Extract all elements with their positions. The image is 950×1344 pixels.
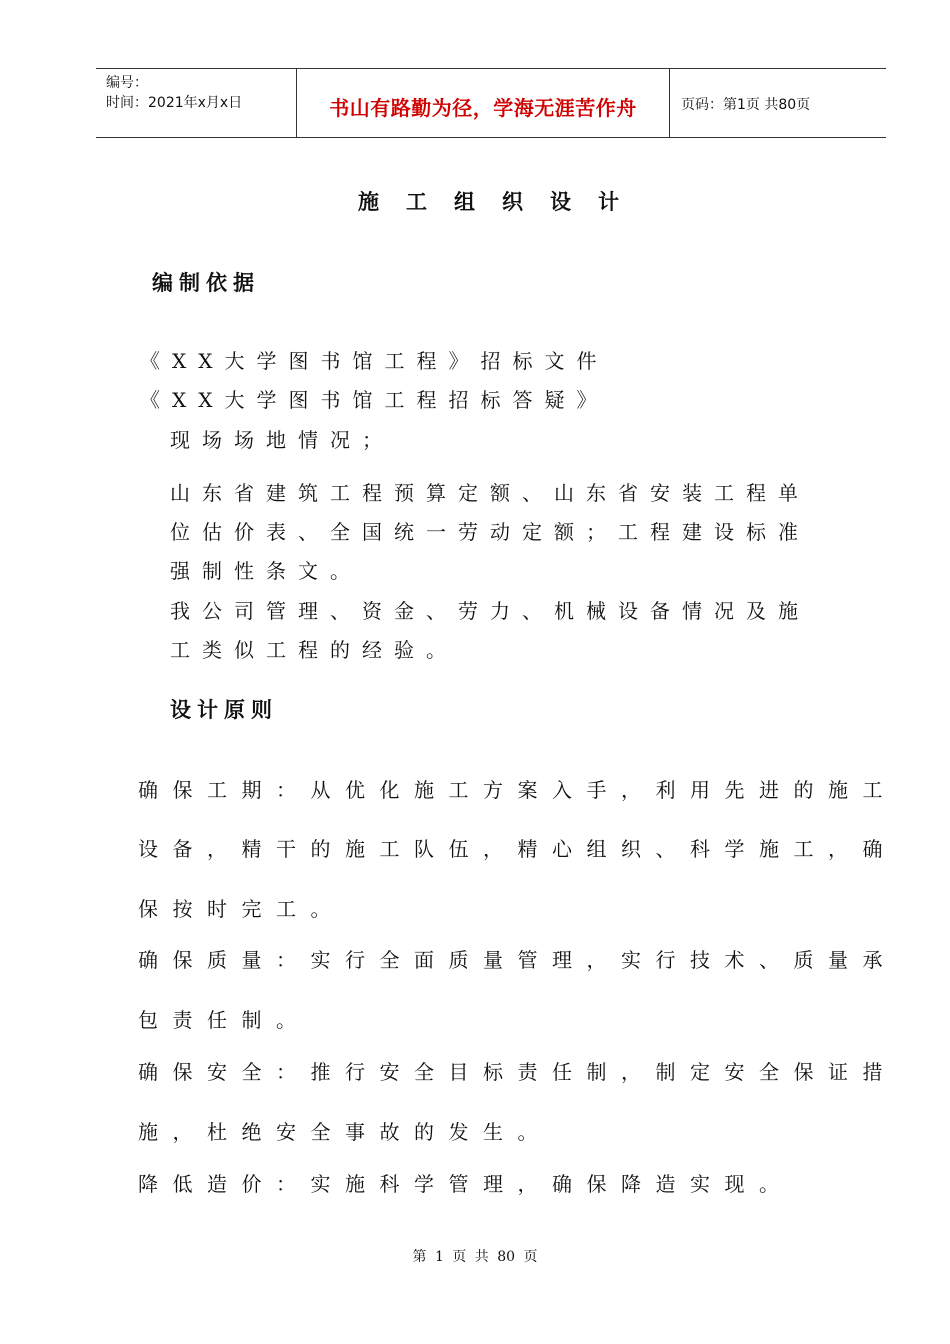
- principle-line-8: 降低造价：实施科学管理，确保降造实现。: [138, 1172, 794, 1196]
- page-header: [96, 68, 886, 138]
- page-footer: 第 1 页 共 80 页: [412, 1249, 538, 1265]
- basis-line-1: 《XX大学图书馆工程》招标文件: [140, 349, 609, 373]
- header-page-info: 页码：第1页 共80页: [681, 97, 811, 113]
- basis-line-7: 我公司管理、资金、劳力、机械设备情况及施: [170, 599, 810, 623]
- header-motto-cell: [296, 69, 670, 137]
- header-page-cell: [669, 69, 886, 137]
- principle-line-5: 包责任制。: [138, 1008, 311, 1032]
- principle-line-6: 确保安全：推行安全目标责任制，制定安全保证措: [138, 1060, 897, 1084]
- header-motto: 书山有路勤为径，学海无涯苦作舟: [329, 96, 637, 120]
- section-heading-basis: 编制依据: [152, 271, 260, 295]
- basis-line-6: 强制性条文。: [170, 559, 362, 583]
- basis-line-8: 工类似工程的经验。: [170, 638, 458, 662]
- header-meta-cell: [96, 69, 296, 137]
- document-time-label: 时间：2021年x月x日: [106, 95, 243, 111]
- basis-line-2: 《XX大学图书馆工程招标答疑》: [140, 388, 609, 412]
- principle-line-2: 设备，精干的施工队伍，精心组织、科学施工，确: [138, 837, 897, 861]
- principle-line-1: 确保工期：从优化施工方案入手，利用先进的施工: [138, 778, 897, 802]
- basis-line-4: 山东省建筑工程预算定额、山东省安装工程单: [170, 481, 810, 505]
- principle-line-4: 确保质量：实行全面质量管理，实行技术、质量承: [138, 948, 897, 972]
- section-heading-principle: 设计原则: [170, 698, 278, 722]
- document-title: 施工组织设计: [358, 190, 646, 214]
- basis-line-3: 现场场地情况；: [170, 428, 394, 452]
- basis-line-5: 位估价表、全国统一劳动定额；工程建设标准: [170, 520, 810, 544]
- principle-line-7: 施，杜绝安全事故的发生。: [138, 1120, 552, 1144]
- document-number-label: 编号：: [106, 75, 148, 91]
- principle-line-3: 保按时完工。: [138, 897, 345, 921]
